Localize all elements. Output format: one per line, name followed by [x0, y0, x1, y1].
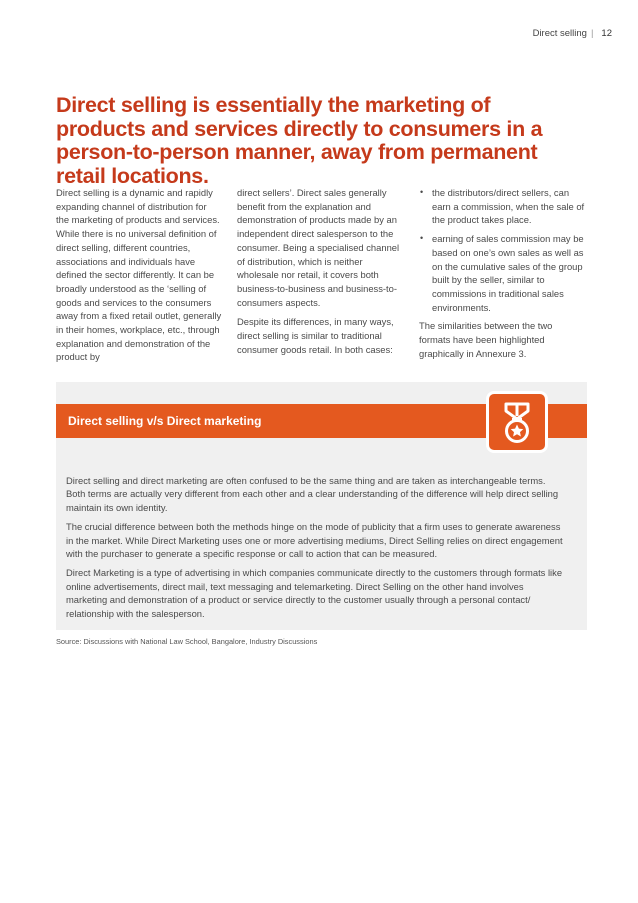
column2-paragraph-1: direct sellers’. Direct sales generally benefit from the explanation and demonstration of products made by an independent direct salesperson to the consumer. Being a specialised channel of distribution, which is neither wholesale nor retail, it covers both business-to-business and business-to-consumers aspects. [237, 187, 400, 308]
column2-paragraph-2: Despite its differences, in many ways, direct selling is similar to traditional consumer goods retail. In both cases: [237, 316, 394, 355]
info-box-title: Direct selling v/s Direct marketing [68, 414, 262, 428]
section-name: Direct selling [532, 28, 587, 39]
text-column-1 [56, 186, 222, 370]
text-column-3 [419, 186, 585, 366]
info-box-body [66, 474, 566, 626]
column1-paragraph: Direct selling is a dynamic and rapidly expanding channel of distribution for the marketing of products and services. While there is no universal definition of direct selling, different countries, associations and individuals have defined the sector differently. It can be broadly understood as the ‘selling of goods and services to the consumers away from a fixed retail outlet, generally in their homes, workplace, etc., through explanation and demonstration of the product by [56, 187, 222, 363]
text-column-2 [237, 186, 405, 362]
column3-closing: The similarities between the two formats have been highlighted graphically in Annexure 3. [419, 320, 553, 359]
info-box-paragraph-1: Direct selling and direct marketing are often confused to be the same thing and are taken as interchangeable terms. Both terms are actually very different from each other and a clear understanding of the difference will help direct selling maintain its own identity. [66, 475, 559, 513]
bullet-icon: • [420, 233, 424, 244]
info-box-paragraph-2: The crucial difference between both the methods hinge on the mode of publicity that a firm uses to generate awareness in the market. While Direct Marketing uses one or more advertising mediums, Direct Selling relies on direct engagement with the purchaser to generate a specific response or call to action that can be measured. [66, 521, 563, 560]
similarities-list [419, 186, 585, 314]
source-note: Source: Discussions with National Law School, Bangalore, Industry Discussions [56, 637, 318, 646]
info-box-paragraph-3: Direct Marketing is a type of advertising in which companies communicate directly to the customers through formats like online advertisements, direct mail, text messaging and telemarketing. Direct Selling on the other hand involves marketing and demonstration of a product or service directly to the customer usually through a personal contact/ relationship with the salesperson. [66, 567, 563, 619]
medal-icon [486, 391, 548, 453]
header-separator: | [590, 28, 594, 39]
bullet-icon: • [420, 187, 424, 197]
page-number: 12 [601, 28, 612, 39]
page-headline: Direct selling is essentially the marketing of products and services directly to consumers in a person-to-person manner, away from permanent retail locations. [56, 93, 543, 188]
page-header [533, 28, 612, 39]
list-item: • the distributors/direct sellers, can earn a commission, when the sale of the product takes place. [420, 187, 585, 226]
list-item: • earning of sales commission may be based on one’s own sales as well as on the cumulative sales of the group built by the seller, similar to commissions in traditional sales environments. [420, 233, 584, 313]
